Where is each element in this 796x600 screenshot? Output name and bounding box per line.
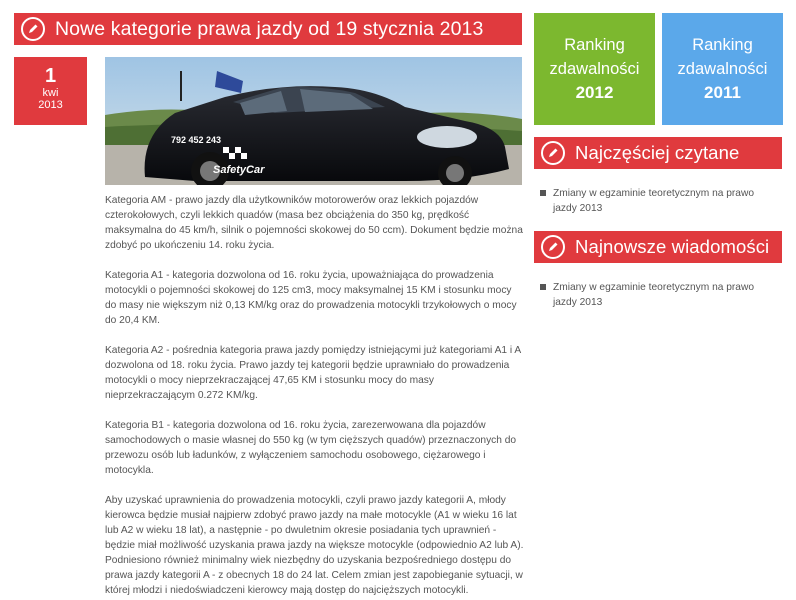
bullet-icon xyxy=(540,284,546,290)
date-month: kwi xyxy=(42,87,59,99)
ranking-2011-tile[interactable] xyxy=(662,13,783,125)
date-day: 1 xyxy=(44,65,57,87)
newest-title: Najnowsze wiadomości xyxy=(575,236,770,257)
article-paragraph: Kategoria B1 - kategoria dozwolona od 16. roku życia, zarezerwowana dla pojazdów samochodowych o masie własnej do 550 kg (w tym cięższych quadów) przeznaczonych do przewozu osób lub ładunków, z wyłączeniem samochodu osobowego, ciężarowego i motocykla. xyxy=(105,420,517,476)
tile-label-line2: zdawalności xyxy=(549,60,640,78)
newest-list xyxy=(540,280,780,310)
tile-label-line1: Ranking xyxy=(564,36,625,54)
article-paragraph: Kategoria AM - prawo jazdy dla użytkowników motorowerów oraz lekkich pojazdów czterokołowych, czyli lekkich quadów (masa bez obciążenia do 350 kg, prędkość maksymalna do 45 km/h, silnik o pojemności skokowej do 50 ccm). Dokument będzie można zdobyć po ukończeniu 14. roku życia. xyxy=(105,195,523,251)
list-item-link[interactable]: Zmiany w egzaminie teoretycznym na prawo jazdy 2013 xyxy=(553,282,754,308)
most-read-list xyxy=(540,186,780,216)
article-title-bar xyxy=(14,13,522,45)
article-paragraph: Kategoria A2 - pośrednia kategoria prawa jazdy pomiędzy istniejącymi już kategoriami A1 i A dozwolona od 18. roku życia. Prawo jazdy tej kategorii będzie uprawniało do prowadzenia motocykli o mocy nieprzekraczającej 47,65 KM i stosunku mocy do masy nieprzekraczającym 0.272 KM/kg. xyxy=(105,345,521,401)
article-paragraph: Aby uzyskać uprawnienia do prowadzenia motocykli, czyli prawo jazdy kategorii A, młody kierowca będzie musiał najpierw zdobyć prawo jazdy na małe motocykle (A1 w wieku 16 lat lub A2 w wieku 18 lat), a następnie - po dwuletnim okresie posiadania tych uprawnień - będzie miał możliwość uzyskania prawa jazdy na większe motocykle (odpowiednio A2 lub A). Podniesiono również minimalny wiek niezbędny do uzyskania bezpośredniego dostępu do prawa jazdy kategorii A - z obecnych 18 do 24 lat. Celem zmian jest zapobieganie sytuacji, w której młodzi i niedoświadczeni kierowcy mają dostęp do najcięższych motocykli. xyxy=(105,495,524,596)
list-item[interactable] xyxy=(540,186,780,216)
car-brand: SafetyCar xyxy=(213,164,265,176)
article-paragraph: Kategoria A1 - kategoria dozwolona od 16. roku życia, upoważniająca do prowadzenia motocykli o pojemności skokowej do 125 cm3, mocy maksymalnej 15 KM i stosunku mocy do masy nie większym niż 0,13 KM/kg oraz do prowadzenia motocykli trzykołowych o mocy do 20,4 KM. xyxy=(105,270,517,326)
article-body xyxy=(105,193,525,600)
pencil-icon xyxy=(541,235,565,259)
most-read-title: Najczęściej czytane xyxy=(575,142,740,163)
ranking-2012-tile[interactable] xyxy=(534,13,655,125)
tile-year: 2011 xyxy=(704,83,741,102)
pencil-icon xyxy=(541,141,565,165)
newest-header xyxy=(534,231,782,263)
date-badge xyxy=(14,57,87,125)
most-read-header xyxy=(534,137,782,169)
date-year: 2013 xyxy=(38,99,63,112)
tile-label-line2: zdawalności xyxy=(677,60,768,78)
article-hero-image xyxy=(105,57,522,185)
car-phone: 792 452 243 xyxy=(171,135,222,145)
tile-year: 2012 xyxy=(575,83,614,102)
bullet-icon xyxy=(540,190,546,196)
list-item-link[interactable]: Zmiany w egzaminie teoretycznym na prawo jazdy 2013 xyxy=(553,188,754,214)
article-title[interactable]: Nowe kategorie prawa jazdy od 19 stycznia 2013 xyxy=(55,17,484,40)
list-item[interactable] xyxy=(540,280,780,310)
pencil-icon xyxy=(21,17,45,41)
tile-label-line1: Ranking xyxy=(692,36,753,54)
